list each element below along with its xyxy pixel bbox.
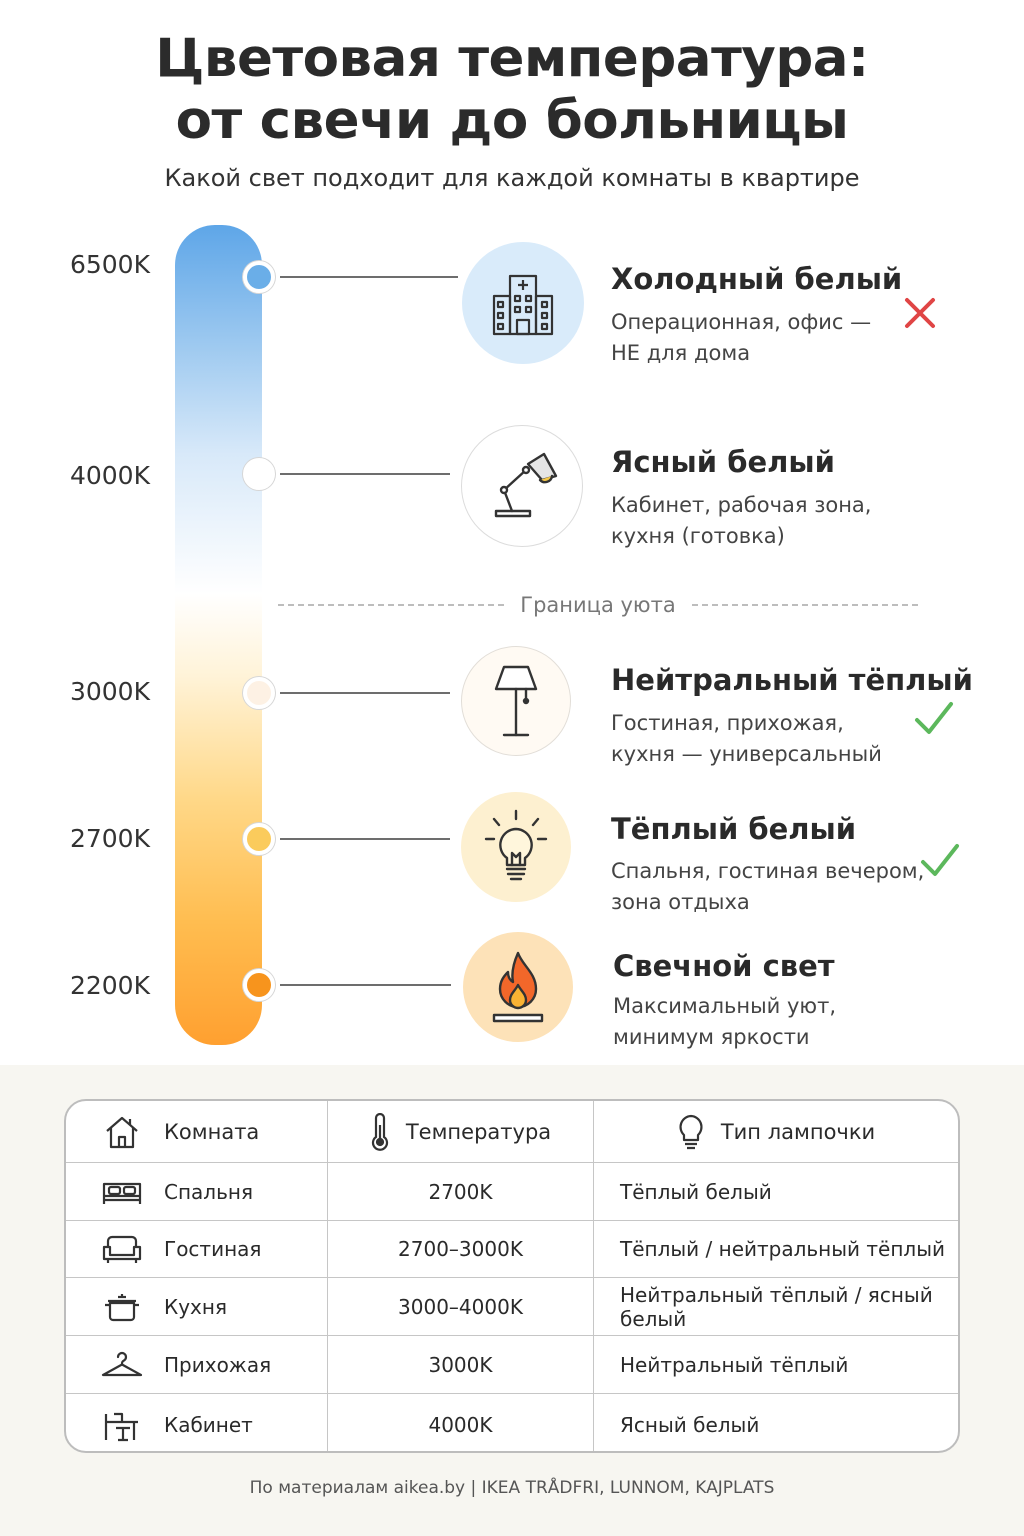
type-desc-candle-light: Максимальный уют, минимум яркости [613, 994, 837, 1049]
title-line-2: от свечи до больницы [175, 90, 849, 151]
icon-circle-2200 [463, 932, 573, 1042]
table-header-row [66, 1101, 958, 1162]
page-title [0, 28, 1024, 152]
connector-line-4000 [280, 473, 450, 475]
room-cell [66, 1163, 328, 1220]
type-name-candle-light: Свечной свет [613, 949, 835, 983]
title-line-1: Цветовая температура: [155, 28, 869, 89]
temperature-cell: 3000K [328, 1336, 594, 1393]
room-temperature-table [64, 1099, 960, 1453]
cozy-boundary-line [278, 590, 918, 620]
header-cell-bulb-type [594, 1101, 958, 1162]
type-name-clear-white: Ясный белый [611, 445, 835, 479]
check-icon [913, 698, 955, 738]
cozy-boundary-label: Граница уюта [520, 593, 676, 617]
temperature-cell: 2700–3000K [328, 1221, 594, 1277]
bed-icon [100, 1176, 144, 1208]
header-cell-room [66, 1101, 328, 1162]
kelvin-label-4000: 4000K [69, 461, 150, 490]
bulb-type-cell: Тёплый / нейтральный тёплый [620, 1237, 945, 1261]
source-footer: По материалам aikea.by | IKEA TRÅDFRI, LUNNOM, KAJPLATS [249, 1478, 775, 1498]
bulb-type-cell: Ясный белый [620, 1412, 760, 1437]
dash-left [278, 604, 504, 606]
header-cell-temperature [328, 1101, 594, 1162]
scale-dot-4000 [243, 458, 275, 490]
temperature-cell: 4000K [328, 1394, 594, 1453]
temperature-cell: 3000–4000K [328, 1278, 594, 1335]
hospital-icon [486, 266, 560, 340]
table-row [66, 1335, 958, 1393]
temperature-cell: 2700K [328, 1163, 594, 1220]
connector-line-2200 [280, 984, 451, 986]
flame-icon [486, 949, 550, 1025]
kelvin-label-3000: 3000K [69, 677, 150, 706]
bulb-outline-icon [677, 1113, 705, 1151]
scale-dot-2200 [243, 969, 275, 1001]
connector-line-6500 [280, 276, 458, 278]
type-desc-neutral-warm: Гостиная, прихожая, кухня — универсальный [611, 711, 882, 766]
light-bulb-icon [480, 807, 552, 887]
type-desc-warm-white: Спальня, гостиная вечером, зона отдыха [611, 859, 925, 914]
temperature-gradient-bar [175, 225, 262, 1045]
header-temperature-label: Температура [405, 1119, 552, 1144]
dash-right [692, 604, 918, 606]
kelvin-label-2700: 2700K [69, 824, 150, 853]
scale-dot-2700 [243, 823, 275, 855]
room-name: Спальня [164, 1179, 253, 1204]
scale-dot-3000 [243, 677, 275, 709]
type-desc-clear-white: Кабинет, рабочая зона, кухня (готовка) [611, 493, 872, 548]
type-name-cold-white: Холодный белый [611, 262, 903, 296]
table-row [66, 1162, 958, 1220]
page-subtitle: Какой свет подходит для каждой комнаты в квартире [164, 164, 860, 192]
icon-circle-6500 [462, 242, 584, 364]
table-row [66, 1277, 958, 1335]
house-icon [100, 1113, 144, 1151]
icon-circle-3000 [461, 646, 571, 756]
desk-lamp-icon [482, 446, 562, 526]
sofa-icon [100, 1233, 144, 1265]
hanger-icon [100, 1349, 144, 1381]
check-icon [919, 840, 961, 880]
header-room-label: Комната [164, 1119, 260, 1144]
room-cell [66, 1336, 328, 1393]
room-name: Прихожая [164, 1352, 272, 1377]
connector-line-3000 [280, 692, 450, 694]
type-desc-cold-white: Операционная, офис — НЕ для дома [611, 310, 872, 365]
type-name-neutral-warm: Нейтральный тёплый [611, 663, 973, 697]
icon-circle-4000 [461, 425, 583, 547]
floor-lamp-icon [486, 661, 546, 741]
cross-icon [903, 296, 937, 330]
header-bulb-type-label: Тип лампочки [720, 1119, 876, 1144]
desk-chair-icon [100, 1408, 144, 1442]
icon-circle-2700 [461, 792, 571, 902]
cooking-pot-icon [100, 1291, 144, 1323]
bulb-type-cell: Нейтральный тёплый / ясный белый [620, 1282, 933, 1331]
bulb-type-cell: Нейтральный тёплый [620, 1352, 849, 1377]
room-cell [66, 1221, 328, 1277]
room-name: Кабинет [164, 1412, 253, 1437]
table-row [66, 1220, 958, 1277]
room-name: Гостиная [164, 1237, 262, 1261]
type-name-warm-white: Тёплый белый [611, 812, 857, 846]
room-cell [66, 1278, 328, 1335]
thermometer-icon [370, 1113, 390, 1151]
table-row [66, 1393, 958, 1453]
bulb-type-cell: Тёплый белый [620, 1179, 772, 1204]
connector-line-2700 [280, 838, 450, 840]
kelvin-label-6500: 6500K [69, 250, 150, 279]
scale-dot-6500 [243, 261, 275, 293]
room-name: Кухня [164, 1294, 227, 1319]
room-cell [66, 1394, 328, 1453]
kelvin-label-2200: 2200K [69, 971, 150, 1000]
